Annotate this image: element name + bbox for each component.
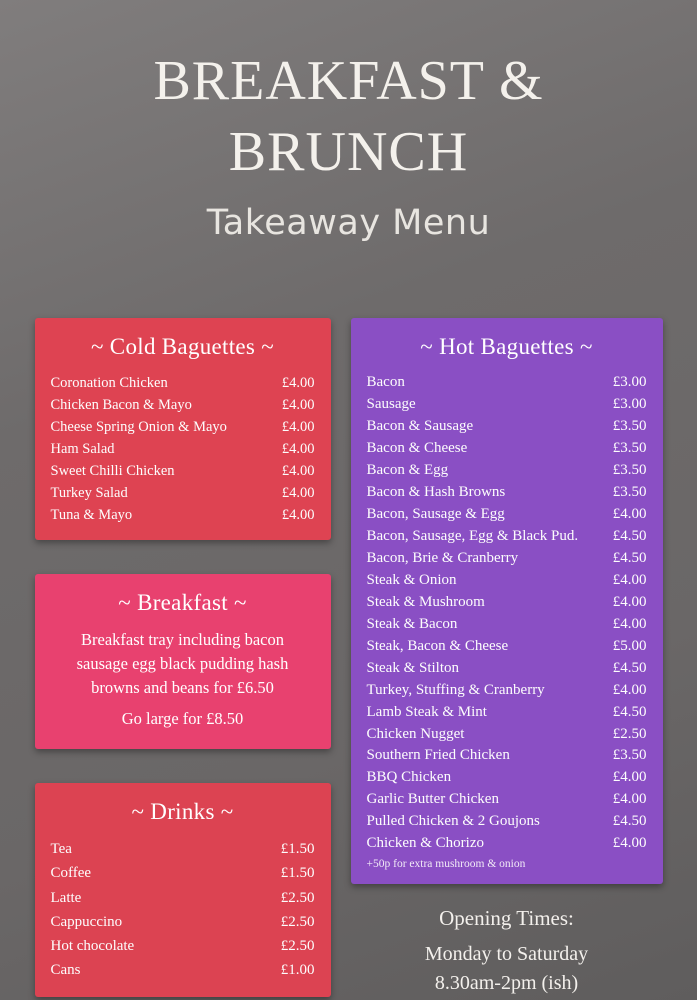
list-item [51,958,315,982]
hot-baguettes-title: ~ Hot Baguettes ~ [420,334,593,359]
item-price: £4.00 [281,375,315,391]
breakfast-card [35,574,331,749]
item-price: £4.00 [612,835,647,852]
item-price: £2.50 [280,938,315,955]
item-name: Latte [50,889,82,906]
list-item [51,504,315,526]
item-name: Cans [50,962,81,979]
list-item [367,680,647,702]
item-name: Turkey, Stuffing & Cranberry [366,681,545,698]
item-price: £3.00 [612,374,647,390]
item-price: £4.00 [281,485,315,502]
item-name: Bacon [366,374,405,390]
item-name: Lamb Steak & Mint [366,703,487,720]
list-item [51,394,315,416]
item-name: Chicken Nugget [366,725,465,742]
item-price: £3.00 [612,395,647,412]
item-name: Sweet Chilli Chicken [50,463,175,480]
item-price: £4.00 [281,419,315,436]
list-item [367,811,647,833]
item-name: Ham Salad [50,441,115,458]
list-item [367,416,647,438]
item-price: £1.50 [280,865,315,882]
item-name: Turkey Salad [50,485,128,502]
list-item [367,504,647,526]
item-price: £4.50 [612,527,647,544]
item-name: Sausage [366,395,416,412]
item-name: Pulled Chicken & 2 Goujons [366,813,540,830]
list-item [367,767,647,789]
item-price: £4.50 [612,549,647,566]
menu-columns [0,318,697,1000]
item-price: £1.00 [280,962,315,979]
left-column [35,318,331,1000]
hot-baguettes-note: +50p for extra mushroom & onion [366,858,526,871]
list-item [51,372,315,394]
drinks-title: ~ Drinks ~ [131,798,234,824]
breakfast-tray-text: Breakfast tray including bacon sausage egg black pudding hash browns and beans for £6.50 [76,630,289,698]
list-item [51,861,315,885]
item-price: £4.00 [612,505,647,522]
list-item [367,570,647,592]
item-name: Tea [50,840,72,857]
list-item [51,438,315,460]
list-item [367,460,647,482]
item-name: Garlic Butter Chicken [366,791,499,808]
item-price: £4.00 [612,681,647,698]
list-item [367,833,647,855]
list-item [51,416,315,438]
cold-baguettes-card [35,318,331,540]
opening-times [351,906,663,998]
item-name: Steak & Bacon [366,615,458,632]
item-name: Tuna & Mayo [50,507,133,524]
item-price: £4.00 [281,441,315,458]
item-price: £4.50 [612,813,647,830]
item-name: Chicken & Chorizo [366,835,484,852]
item-price: £4.00 [612,593,647,610]
right-column [351,318,663,1000]
list-item [367,636,647,658]
item-name: Hot chocolate [50,938,135,955]
page-title-line-2: BRUNCH [228,120,469,183]
list-item [367,702,647,724]
item-price: £3.50 [612,483,647,500]
breakfast-title: ~ Breakfast ~ [118,590,247,616]
opening-times-title: Opening Times: [439,906,574,931]
item-name: Bacon, Sausage, Egg & Black Pud. [366,527,579,544]
opening-times-hours: 8.30am-2pm (ish) [434,972,579,995]
item-price: £4.00 [281,463,315,480]
item-price: £4.00 [612,791,647,808]
list-item [367,789,647,811]
item-name: Southern Fried Chicken [366,747,510,764]
list-item [367,394,647,416]
item-price: £4.00 [281,397,315,414]
breakfast-description [51,628,315,735]
list-item [51,886,315,910]
item-price: £4.00 [612,615,647,632]
item-name: Bacon & Sausage [366,417,474,434]
hot-baguettes-list [367,372,647,855]
item-name: Bacon, Sausage & Egg [366,505,505,522]
breakfast-go-large-text: Go large for £8.50 [121,708,244,728]
cold-baguettes-list [51,372,315,526]
item-name: BBQ Chicken [366,769,452,786]
item-price: £3.50 [612,461,647,478]
cold-baguettes-title: ~ Cold Baguettes ~ [91,334,274,359]
list-item [367,658,647,680]
list-item [51,934,315,958]
page-title-line-1: BREAKFAST & [153,50,544,112]
item-name: Steak & Onion [366,571,457,588]
item-name: Coronation Chicken [50,375,168,391]
item-name: Chicken Bacon & Mayo [50,397,192,414]
item-price: £3.50 [612,439,647,456]
poster-header [0,0,697,243]
item-price: £4.00 [612,571,647,588]
item-price: £4.50 [612,703,647,720]
list-item [367,526,647,548]
hot-baguettes-card [351,318,663,884]
list-item [51,460,315,482]
list-item [367,482,647,504]
list-item [367,592,647,614]
drinks-list [51,837,315,983]
list-item [367,614,647,636]
item-name: Steak & Stilton [366,659,460,676]
item-price: £1.50 [280,840,315,857]
list-item [51,837,315,861]
item-price: £2.50 [612,725,647,742]
item-name: Bacon, Brie & Cranberry [366,549,519,566]
drinks-card [35,783,331,997]
item-price: £5.00 [612,637,647,654]
item-name: Cappuccino [50,913,123,930]
item-price: £3.50 [612,747,647,764]
item-price: £4.00 [612,769,647,786]
item-price: £3.50 [612,417,647,434]
list-item [367,438,647,460]
list-item [51,910,315,934]
item-name: Coffee [50,865,92,882]
opening-times-days: Monday to Saturday [424,943,589,966]
page-subtitle: Takeaway Menu [206,203,491,244]
item-price: £4.00 [281,507,315,524]
list-item [51,482,315,504]
list-item [367,724,647,746]
item-name: Steak & Mushroom [366,593,485,610]
item-price: £2.50 [280,913,315,930]
item-price: £2.50 [280,889,315,906]
item-name: Steak, Bacon & Cheese [366,637,509,654]
item-name: Bacon & Egg [366,461,449,478]
list-item [367,745,647,767]
item-name: Bacon & Hash Browns [366,483,506,500]
item-name: Cheese Spring Onion & Mayo [50,419,227,436]
list-item [367,372,647,394]
item-name: Bacon & Cheese [366,439,468,456]
list-item [367,548,647,570]
item-price: £4.50 [612,659,647,676]
